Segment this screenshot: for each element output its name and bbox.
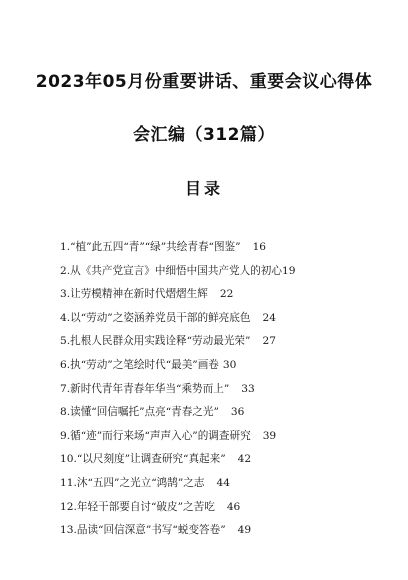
toc-entry-page: 19 [281,264,296,277]
table-of-contents [60,236,380,543]
toc-entry-page: 27 [262,335,276,348]
document-title-line-2: 会汇编（312篇） [133,125,275,145]
toc-entry-text: 5.扎根人民群众用实践诠释“劳动最光荣” [60,335,251,348]
toc-entry-page: 24 [262,311,276,324]
toc-entry[interactable] [60,448,380,472]
toc-entry[interactable] [60,236,380,260]
toc-entry-text: 10.“以尺刻度”让调查研究“真起来” [60,453,226,466]
toc-entry-text: 6.执“劳动”之笔绘时代“最美”画卷 [60,358,219,371]
toc-entry-page: 33 [241,382,255,395]
toc-entry-page: 39 [262,429,277,442]
toc-entry[interactable] [60,496,380,520]
toc-entry-text: 8.读懂“回信嘱托”点亮“青春之光” [60,406,219,419]
toc-entry[interactable] [60,307,380,331]
toc-entry[interactable] [60,378,380,402]
toc-entry-text: 2.从《共产党宣言》中细悟中国共产党人的初心 [60,264,282,277]
document-title-line-1: 2023年05月份重要讲话、重要会议心得体 [35,72,373,92]
toc-entry-page: 36 [230,406,245,419]
toc-entry-text: 11.沐“五四”之光立“鸿鹄”之志 [60,476,205,489]
toc-entry-page: 46 [226,500,241,513]
toc-entry-page: 22 [219,288,234,301]
toc-entry[interactable] [60,401,380,425]
toc-entry-text: 7.新时代青年青春年华当“乘势而上” [60,382,230,395]
toc-entry[interactable] [60,425,380,449]
toc-entry-text: 13.品读“回信深意”书写“蜕变答卷” [60,524,226,537]
toc-entry[interactable] [60,260,380,284]
toc-entry-page: 16 [252,241,267,253]
toc-entry-page: 30 [222,358,237,371]
toc-entry-page: 49 [237,524,252,537]
toc-heading: 目录 [184,179,223,198]
toc-entry-text: 12.年轻干部要自讨“破皮”之苦吃 [60,500,215,513]
toc-entry[interactable] [60,330,380,354]
toc-entry-text: 4.以“劳动”之姿涵养党员干部的鲜亮底色 [60,311,251,324]
toc-entry[interactable] [60,519,380,543]
toc-entry[interactable] [60,354,380,378]
toc-entry[interactable] [60,472,380,496]
toc-entry-text: 1.“植”此五四“青”“绿”共绘青春“图鉴” [60,241,241,253]
toc-entry-text: 9.循“迹”而行来场“声声入心”的调查研究 [60,429,251,442]
toc-entry-page: 44 [216,476,230,489]
toc-entry-page: 42 [237,453,252,466]
toc-entry-text: 3.让劳模精神在新时代熠熠生辉 [60,288,208,301]
toc-entry[interactable] [60,283,380,307]
